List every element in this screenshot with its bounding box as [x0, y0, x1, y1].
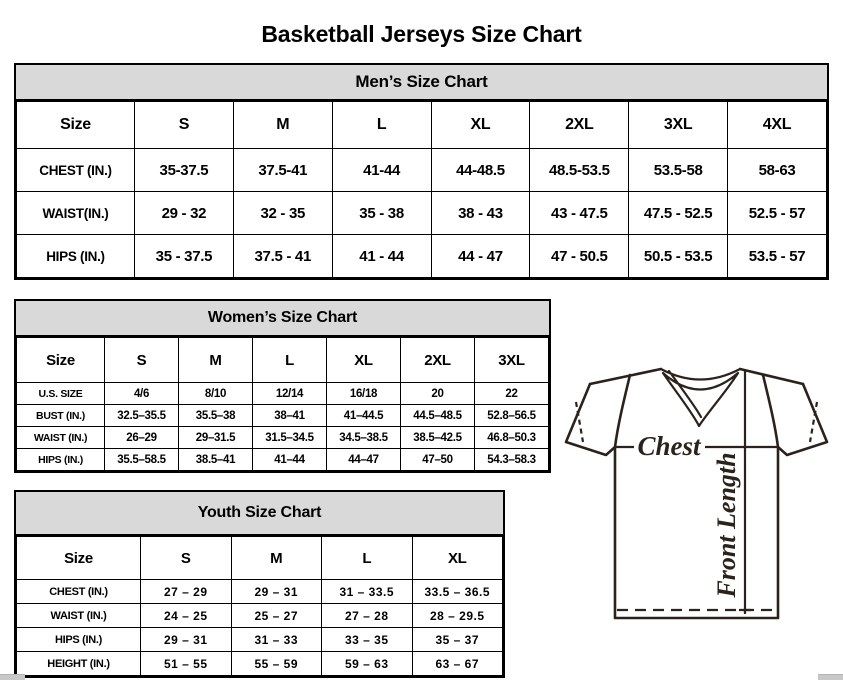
data-cell: 53.5 - 57	[728, 235, 827, 278]
size-corner-header: Size	[17, 338, 105, 383]
jersey-collar	[661, 369, 740, 426]
data-cell: 12/14	[253, 383, 327, 405]
womens-size-table	[16, 337, 549, 471]
data-cell: 32 - 35	[233, 192, 332, 235]
table-row	[17, 192, 827, 235]
data-cell: 41–44.5	[327, 405, 401, 427]
data-cell: 31 – 33.5	[322, 580, 413, 604]
front-length-label: Front Length	[712, 452, 741, 598]
data-cell: 35.5–58.5	[105, 449, 179, 471]
jersey-body-outline	[615, 447, 778, 618]
jersey-shoulder-right	[740, 369, 803, 384]
row-label: HIPS (IN.)	[17, 628, 141, 652]
data-cell: 53.5-58	[629, 149, 728, 192]
jersey-sleeve-right	[778, 384, 827, 455]
data-cell: 26–29	[105, 427, 179, 449]
table-row	[17, 405, 549, 427]
data-cell: 28 – 29.5	[412, 604, 503, 628]
size-column-header: L	[322, 537, 413, 580]
data-cell: 35.5–38	[179, 405, 253, 427]
data-cell: 44.5–48.5	[401, 405, 475, 427]
data-cell: 63 – 67	[412, 652, 503, 676]
data-cell: 27 – 29	[141, 580, 232, 604]
data-cell: 35 - 37.5	[135, 235, 234, 278]
data-cell: 47–50	[401, 449, 475, 471]
data-cell: 47.5 - 52.5	[629, 192, 728, 235]
size-column-header: L	[253, 338, 327, 383]
mens-section-header: Men’s Size Chart	[16, 65, 827, 101]
scrollbar-fragment-right[interactable]	[818, 674, 843, 680]
youth-size-chart	[14, 490, 505, 678]
size-column-header: 4XL	[728, 102, 827, 149]
table-row	[17, 149, 827, 192]
data-cell: 38.5–42.5	[401, 427, 475, 449]
table-row	[17, 652, 503, 676]
table-row	[17, 427, 549, 449]
data-cell: 25 – 27	[231, 604, 322, 628]
jersey-shoulder-left	[590, 369, 661, 384]
size-column-header: M	[179, 338, 253, 383]
chest-label: Chest	[637, 431, 701, 461]
size-column-header: S	[135, 102, 234, 149]
data-cell: 52.8–56.5	[475, 405, 549, 427]
data-cell: 33 – 35	[322, 628, 413, 652]
data-cell: 41 - 44	[332, 235, 431, 278]
jersey-sleeve-left	[566, 384, 615, 455]
size-column-header: 2XL	[401, 338, 475, 383]
row-label: HIPS (IN.)	[17, 449, 105, 471]
data-cell: 41-44	[332, 149, 431, 192]
row-label: WAIST (IN.)	[17, 604, 141, 628]
data-cell: 29 - 32	[135, 192, 234, 235]
jersey-sleeve-seam-left	[615, 375, 630, 447]
table-row	[17, 235, 827, 278]
jersey-measurement-diagram	[556, 362, 843, 626]
data-cell: 29–31.5	[179, 427, 253, 449]
size-column-header: XL	[327, 338, 401, 383]
data-cell: 16/18	[327, 383, 401, 405]
row-label: CHEST (IN.)	[17, 149, 135, 192]
data-cell: 29 – 31	[141, 628, 232, 652]
data-cell: 54.3–58.3	[475, 449, 549, 471]
data-cell: 48.5-53.5	[530, 149, 629, 192]
data-cell: 20	[401, 383, 475, 405]
youth-size-table	[16, 536, 503, 676]
data-cell: 35 - 38	[332, 192, 431, 235]
size-column-header: XL	[431, 102, 530, 149]
header-row	[17, 102, 827, 149]
row-label: WAIST (IN.)	[17, 427, 105, 449]
size-column-header: 3XL	[629, 102, 728, 149]
size-corner-header: Size	[17, 537, 141, 580]
data-cell: 55 – 59	[231, 652, 322, 676]
table-row	[17, 383, 549, 405]
data-cell: 52.5 - 57	[728, 192, 827, 235]
row-label: WAIST(IN.)	[17, 192, 135, 235]
data-cell: 31.5–34.5	[253, 427, 327, 449]
table-row	[17, 628, 503, 652]
size-column-header: S	[105, 338, 179, 383]
row-label: BUST (IN.)	[17, 405, 105, 427]
data-cell: 44–47	[327, 449, 401, 471]
size-column-header: XL	[412, 537, 503, 580]
data-cell: 44-48.5	[431, 149, 530, 192]
row-label: HIPS (IN.)	[17, 235, 135, 278]
size-column-header: 3XL	[475, 338, 549, 383]
table-row	[17, 604, 503, 628]
header-row	[17, 537, 503, 580]
table-row	[17, 580, 503, 604]
data-cell: 38–41	[253, 405, 327, 427]
data-cell: 44 - 47	[431, 235, 530, 278]
size-column-header: 2XL	[530, 102, 629, 149]
data-cell: 27 – 28	[322, 604, 413, 628]
data-cell: 59 – 63	[322, 652, 413, 676]
data-cell: 37.5-41	[233, 149, 332, 192]
scrollbar-fragment-left[interactable]	[0, 674, 25, 680]
youth-section-header: Youth Size Chart	[16, 492, 503, 536]
data-cell: 24 – 25	[141, 604, 232, 628]
data-cell: 37.5 - 41	[233, 235, 332, 278]
size-column-header: M	[231, 537, 322, 580]
data-cell: 33.5 – 36.5	[412, 580, 503, 604]
data-cell: 32.5–35.5	[105, 405, 179, 427]
size-column-header: S	[141, 537, 232, 580]
data-cell: 47 - 50.5	[530, 235, 629, 278]
data-cell: 4/6	[105, 383, 179, 405]
size-column-header: L	[332, 102, 431, 149]
header-row	[17, 338, 549, 383]
row-label: CHEST (IN.)	[17, 580, 141, 604]
data-cell: 43 - 47.5	[530, 192, 629, 235]
jersey-sleeve-seam-right	[763, 375, 778, 447]
table-row	[17, 449, 549, 471]
data-cell: 50.5 - 53.5	[629, 235, 728, 278]
jersey-diagram-svg	[556, 362, 843, 626]
size-column-header: M	[233, 102, 332, 149]
data-cell: 58-63	[728, 149, 827, 192]
mens-size-chart	[14, 63, 829, 280]
data-cell: 51 – 55	[141, 652, 232, 676]
row-label: HEIGHT (IN.)	[17, 652, 141, 676]
mens-size-table	[16, 101, 827, 278]
row-label: U.S. SIZE	[17, 383, 105, 405]
data-cell: 38.5–41	[179, 449, 253, 471]
data-cell: 8/10	[179, 383, 253, 405]
womens-section-header: Women’s Size Chart	[16, 301, 549, 337]
data-cell: 34.5–38.5	[327, 427, 401, 449]
data-cell: 35 – 37	[412, 628, 503, 652]
size-corner-header: Size	[17, 102, 135, 149]
womens-size-chart	[14, 299, 551, 473]
data-cell: 46.8–50.3	[475, 427, 549, 449]
data-cell: 38 - 43	[431, 192, 530, 235]
data-cell: 22	[475, 383, 549, 405]
data-cell: 29 – 31	[231, 580, 322, 604]
data-cell: 41–44	[253, 449, 327, 471]
data-cell: 35-37.5	[135, 149, 234, 192]
page-title: Basketball Jerseys Size Chart	[261, 21, 582, 48]
data-cell: 31 – 33	[231, 628, 322, 652]
